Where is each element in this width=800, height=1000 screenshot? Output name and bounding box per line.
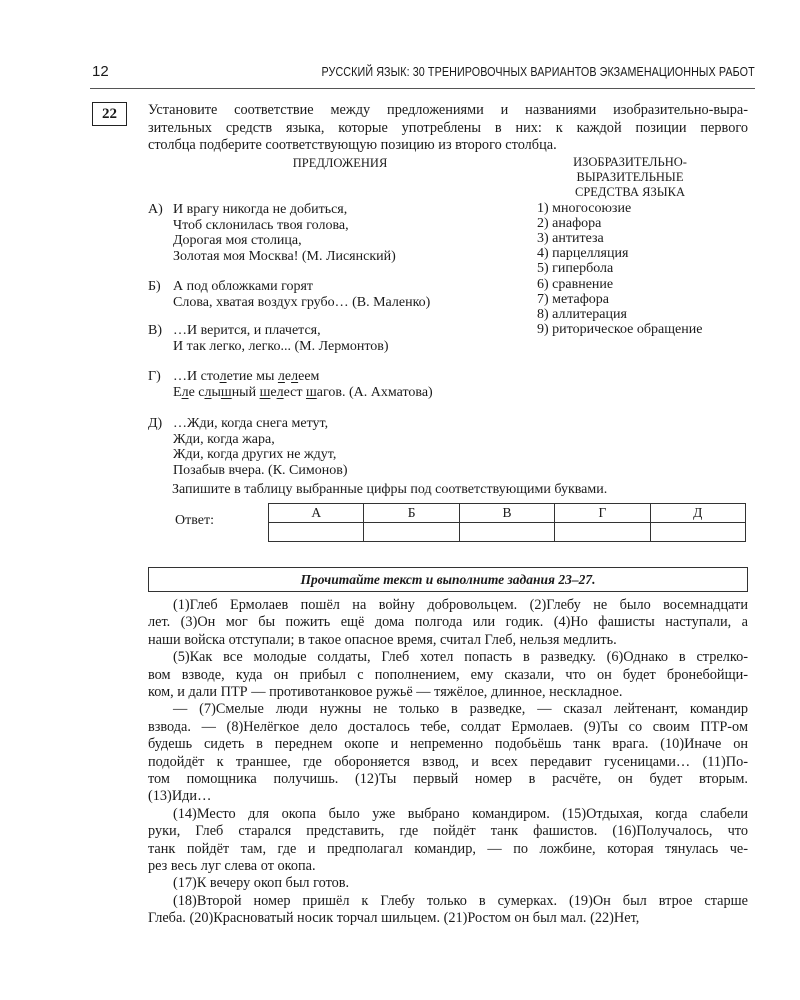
text-segment: ест <box>283 384 306 400</box>
text-segment: е с <box>188 384 205 400</box>
sentence-line <box>173 432 275 448</box>
underlined-sound: л <box>204 384 212 400</box>
text-segment: Слова, хватая воздух грубо… (В. Маленко) <box>173 294 431 310</box>
text-segment: Золотая моя Москва! (М. Лисянский) <box>173 248 396 264</box>
running-title: РУССКИЙ ЯЗЫК: 30 ТРЕНИРОВОЧНЫХ ВАРИАНТОВ ЭКЗАМЕНАЦИОННЫХ РАБОТ <box>321 65 755 79</box>
answer-cell[interactable] <box>364 523 459 542</box>
text-line: ком, и дали ПТР — противотанковое ружьё — тяжёлое, длинное, нескладное. <box>148 684 623 700</box>
text-line: будешь сидеть в переднем окопе и непременно подобьёшь танк врага. (10)Иначе он <box>148 736 748 753</box>
sentence-line <box>173 218 349 234</box>
text-line: (14)Место для окопа было уже выбрано командиром. (15)Отдыхая, когда слабели <box>173 805 748 822</box>
sentence-line <box>173 249 396 265</box>
sentence-line <box>173 416 328 432</box>
sentence-letter: В) <box>148 323 162 338</box>
sentence-line <box>173 323 321 339</box>
means-item: 2) анафора <box>537 216 602 232</box>
text-segment: ный <box>231 384 260 400</box>
text-segment: еем <box>298 369 320 384</box>
text-segment: И врагу никогда не добиться, <box>173 202 348 217</box>
text-segment: агов. (А. Ахматова) <box>316 384 433 400</box>
sentence-line <box>173 447 336 463</box>
instruction-line: зительных средств языка, которые употреблены в них: к каждой позиции первого <box>148 119 748 136</box>
instruction-line: столбца подберите соответствующую позицию из второго столбца. <box>148 137 557 153</box>
sentence-letter: Г) <box>148 369 161 384</box>
means-heading-line: СРЕДСТВА ЯЗЫКА <box>575 185 685 199</box>
means-item: 4) парцелляция <box>537 246 629 262</box>
text-line: (5)Как все молодые солдаты, Глеб хотел попасть в разведку. (6)Однако в стрелко- <box>173 649 748 666</box>
text-line: том помощника получишь. (12)Ты первый номер в расчёте, он будет вторым. <box>148 771 748 787</box>
text-line: руки, Глеб старался представить, где пойдёт танк фашистов. (16)Получалось, что <box>148 823 748 840</box>
means-item: 8) аллитерация <box>537 306 627 322</box>
underlined-sound: л <box>291 369 299 384</box>
text-segment: ы <box>211 384 221 400</box>
underlined-sound: ш <box>220 384 232 400</box>
sentence-letter: Д) <box>148 416 163 431</box>
text-segment: Позабыв вчера. (К. Симонов) <box>173 462 348 478</box>
text-line: наши войска отступали; в такое опасное время, считал Глеб, нельзя медлить. <box>148 631 617 648</box>
means-item: 5) гипербола <box>537 261 614 277</box>
text-segment: Чтоб склонилась твоя голова, <box>173 217 349 233</box>
text-segment: А под обложками горят <box>173 279 314 294</box>
text-segment: етие мы <box>226 369 278 384</box>
sentence-line <box>173 295 430 311</box>
page-number: 12 <box>92 63 109 80</box>
text-line: (1)Глеб Ермолаев пошёл на войну добровольцем. (2)Глебу не было восемнадцати <box>173 597 748 613</box>
means-item: 1) многосоюзие <box>537 201 632 216</box>
sentence-line <box>173 369 319 385</box>
underlined-sound: л <box>276 384 284 400</box>
text-line: рез весь луг слева от окопа. <box>148 858 316 874</box>
text-line: взвода. — (8)Нелёгкое дело досталось тебе, солдат Ермолаев. (9)Ты со своим ПТР-ом <box>148 718 748 735</box>
text-segment: е <box>270 384 277 400</box>
sentence-letter: Б) <box>148 279 161 294</box>
answer-cell[interactable] <box>269 523 364 542</box>
underlined-sound: ш <box>305 384 317 400</box>
text-segment: И так легко, легко... (М. Лермонтов) <box>173 338 389 354</box>
means-item: 3) антитеза <box>537 231 604 247</box>
text-line: подойдёт к траншее, где обороняется взвод, и всех передавит гусеницами… (11)По- <box>148 753 748 770</box>
answer-column-header: Д <box>650 504 745 523</box>
sentence-letter: А) <box>148 202 163 217</box>
text-segment: …И сто <box>173 369 220 384</box>
text-segment: Дорогая моя столица, <box>173 233 302 249</box>
underlined-sound: л <box>181 384 189 400</box>
text-line: Глеба. (20)Красноватый носик торчал шильцем. (21)Ростом он был мал. (22)Нет, <box>148 910 640 927</box>
text-segment: Жди, когда жара, <box>173 431 275 447</box>
text-line: (13)Иди… <box>148 788 212 805</box>
text-line: лет. (3)Он мог бы пожить ещё дома полгода или годик. (4)Но фашисты наступали, а <box>148 614 748 631</box>
text-line: — (7)Смелые люди нужны не только в разведке, — сказал лейтенант, командир <box>173 701 748 718</box>
answer-cell[interactable] <box>650 523 745 542</box>
text-segment: …Жди, когда снега метут, <box>173 416 329 431</box>
answer-cell[interactable] <box>459 523 554 542</box>
task-number-box: 22 <box>92 102 127 126</box>
underlined-sound: л <box>219 369 227 384</box>
means-item: 6) сравнение <box>537 276 614 292</box>
answer-column-header: Г <box>555 504 650 523</box>
reading-notice: Прочитайте текст и выполните задания 23–27. <box>148 567 748 592</box>
text-segment: Е <box>173 384 182 400</box>
sentence-line <box>173 233 302 249</box>
answer-label: Ответ: <box>175 513 214 528</box>
means-heading <box>550 155 710 200</box>
text-segment: е <box>284 369 292 384</box>
text-line: (18)Второй номер пришёл к Глебу только в сумерках. (19)Он был втрое старше <box>173 892 748 909</box>
means-item: 9) риторическое обращение <box>537 321 703 337</box>
underlined-sound: л <box>277 369 285 384</box>
answer-table <box>268 503 746 542</box>
underlined-sound: ш <box>259 384 271 400</box>
means-heading-line: ВЫРАЗИТЕЛЬНЫЕ <box>576 170 684 184</box>
means-item: 7) метафора <box>537 291 610 307</box>
answer-column-header: А <box>269 504 364 523</box>
sentence-line <box>173 339 389 355</box>
table-instruction: Запишите в таблицу выбранные цифры под соответствующими буквами. <box>172 482 608 497</box>
means-heading-line: ИЗОБРАЗИТЕЛЬНО- <box>573 155 687 169</box>
answer-column-header: В <box>459 504 554 523</box>
instruction-line: Установите соответствие между предложениями и названиями изобразительно-выра- <box>148 102 748 118</box>
text-segment: …И верится, и плачется, <box>173 323 321 338</box>
sentence-line <box>173 463 348 479</box>
text-line: танк пойдёт там, где и предполагал командир, — по ложбине, которая тянулась че- <box>148 840 748 857</box>
text-line: (17)К вечеру окоп был готов. <box>173 875 350 892</box>
text-line: вом взводе, куда он прибыл с пополнением, ему сказали, что он будет бронебойщи- <box>148 666 748 683</box>
text-segment: Жди, когда других не ждут, <box>173 447 337 463</box>
sentence-line <box>173 279 313 295</box>
answer-cell[interactable] <box>555 523 650 542</box>
header-rule <box>90 88 755 89</box>
sentences-heading: ПРЕДЛОЖЕНИЯ <box>292 156 388 170</box>
answer-column-header: Б <box>364 504 459 523</box>
sentence-line <box>173 202 347 218</box>
sentence-line <box>173 385 433 401</box>
